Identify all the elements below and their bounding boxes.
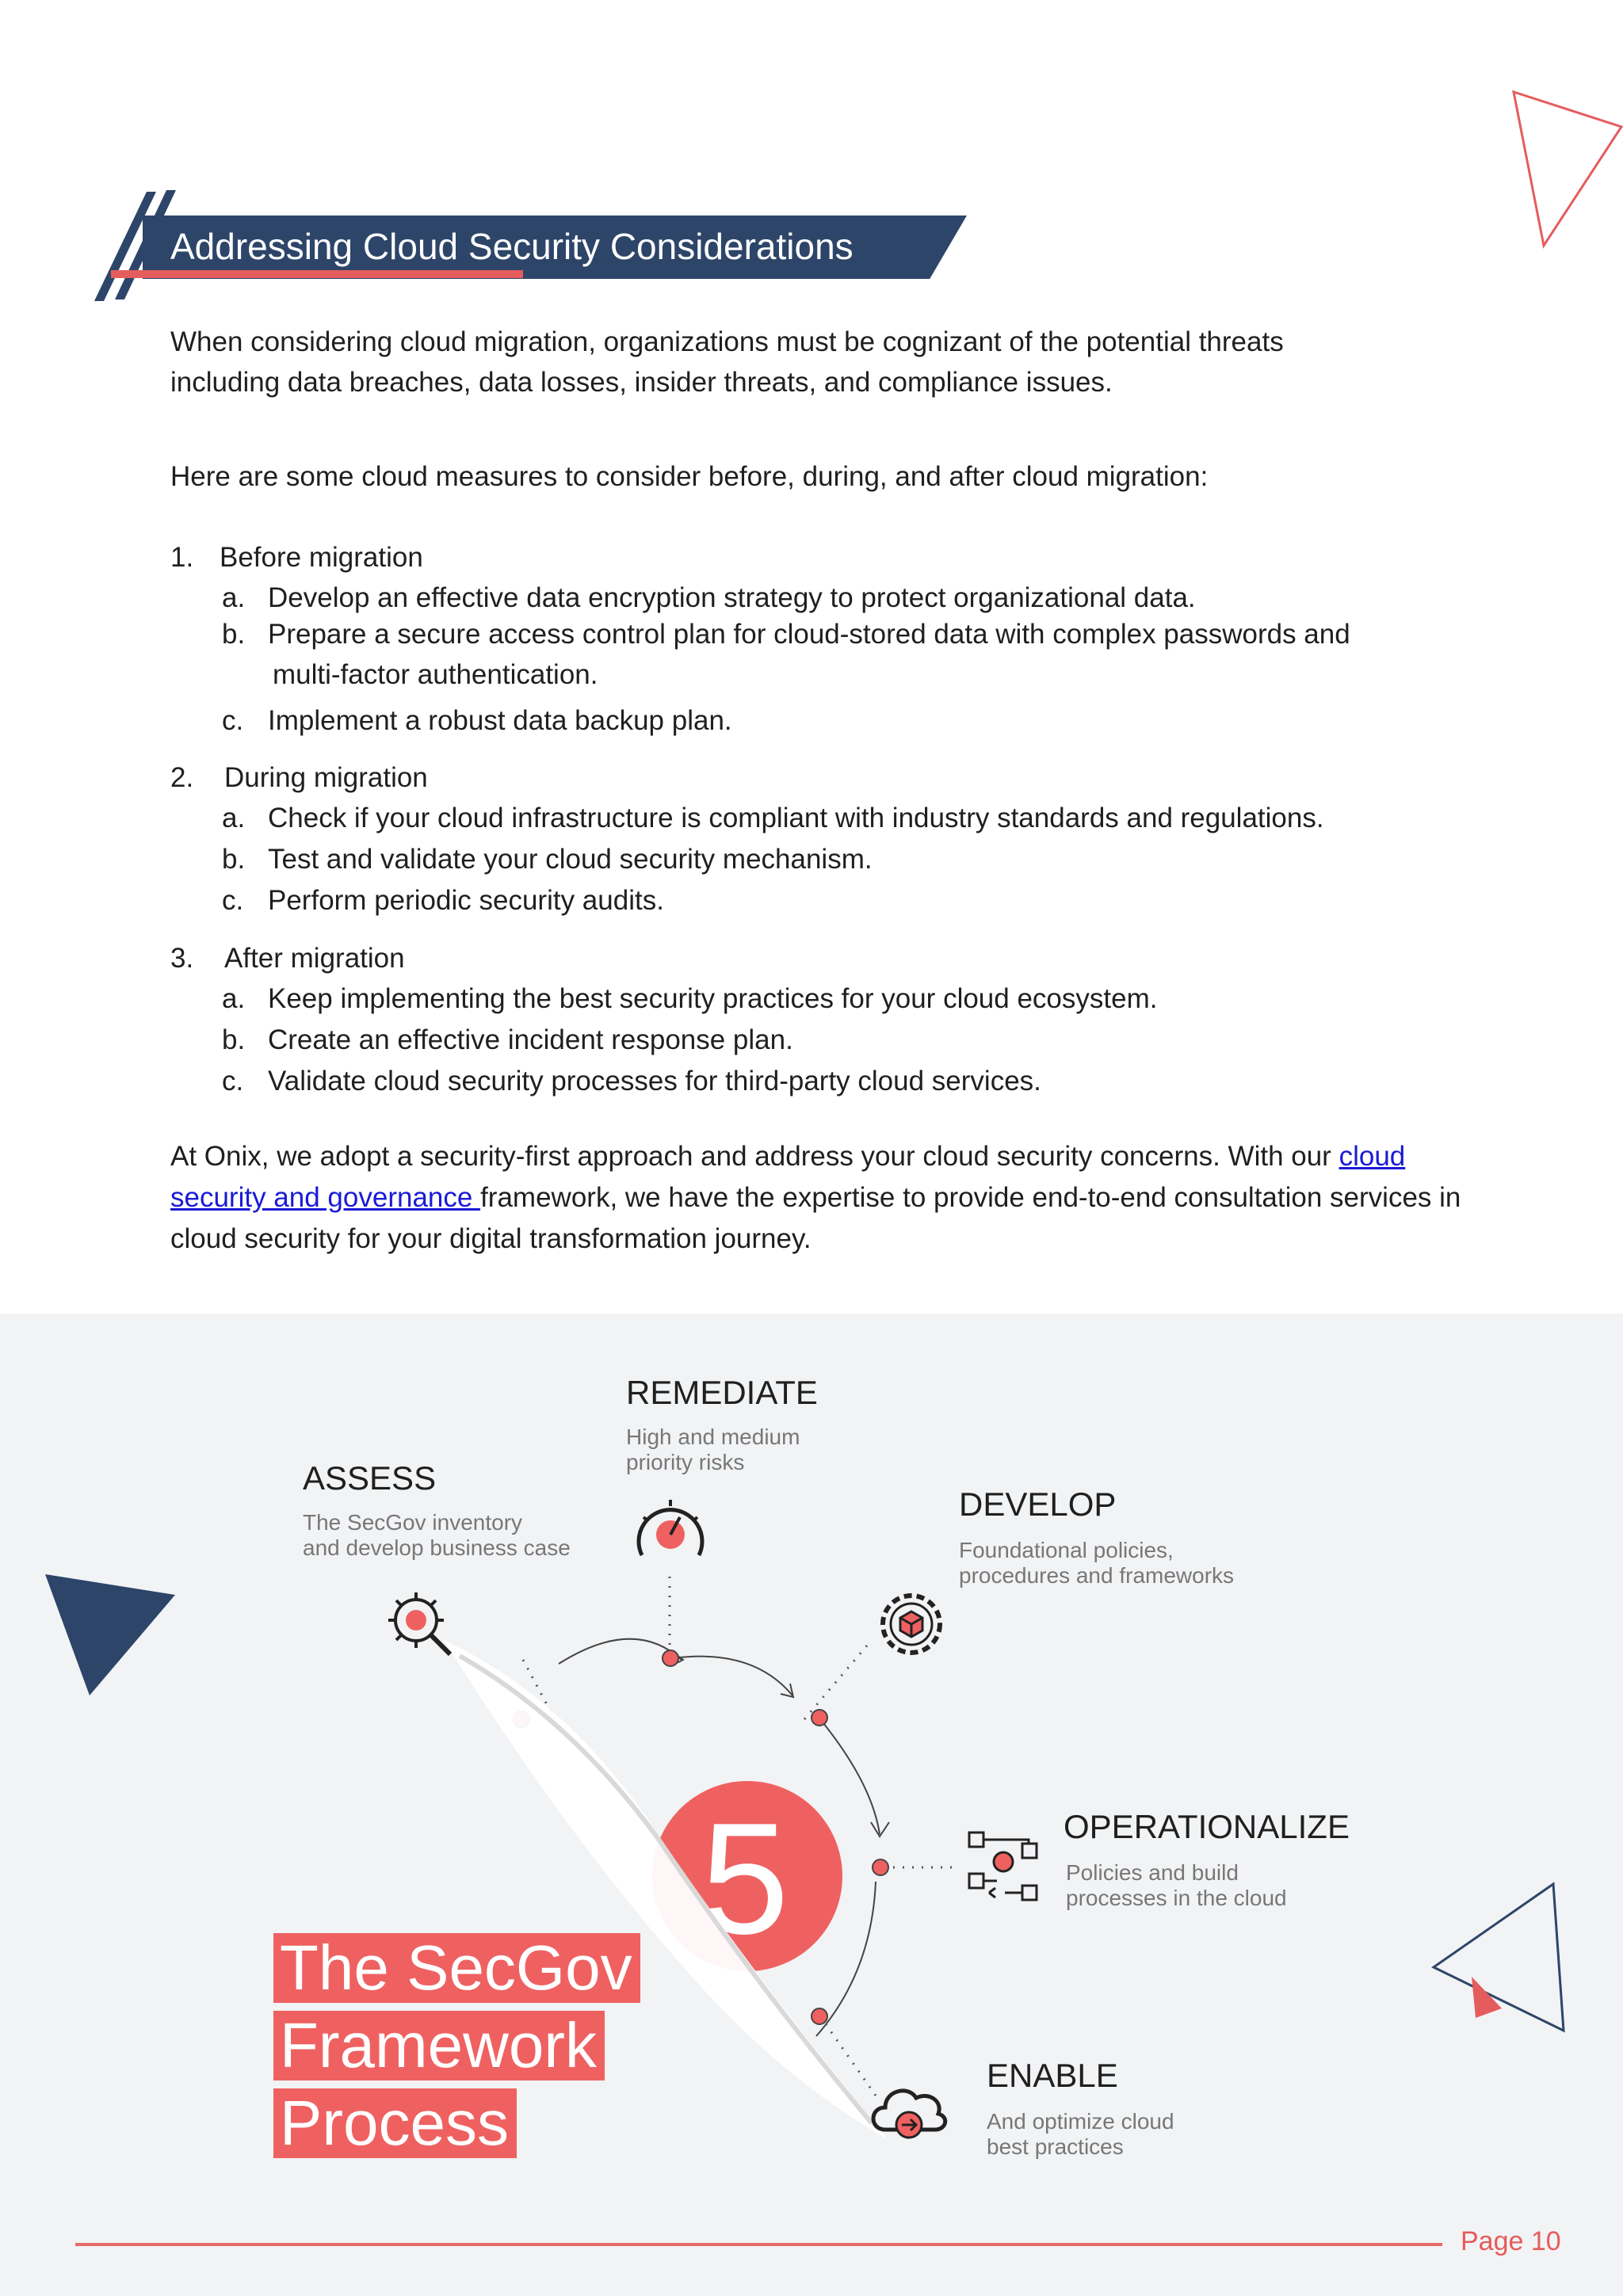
- step-develop-title: DEVELOP: [959, 1486, 1117, 1523]
- list-text: Keep implementing the best security practices for your cloud ecosystem.: [268, 983, 1158, 1014]
- step-remediate-title: REMEDIATE: [626, 1374, 818, 1411]
- decorative-triangle-left: [44, 1573, 178, 1699]
- list-item-phase-2: [170, 757, 428, 799]
- list-marker: b.: [222, 1024, 246, 1055]
- step-assess-desc-1: The SecGov inventory: [303, 1510, 523, 1535]
- phase-title: After migration: [224, 943, 405, 974]
- list-text: Perform periodic security audits.: [268, 885, 664, 916]
- list-item: [222, 839, 873, 880]
- closing-line-3: cloud security for your digital transformation journey.: [170, 1223, 812, 1254]
- list-marker: a.: [222, 582, 246, 613]
- intro-line-1: When considering cloud migration, organizations must be cognizant of the potential threats: [170, 326, 1284, 357]
- list-item-continuation: multi-factor authentication.: [273, 659, 598, 690]
- list-item: [222, 880, 664, 921]
- page-number: Page 10: [1461, 2226, 1561, 2256]
- list-marker: b.: [222, 619, 246, 650]
- cloud-arrow-icon: [865, 2076, 951, 2147]
- list-marker: a.: [222, 983, 246, 1014]
- step-assess-title: ASSESS: [303, 1459, 437, 1497]
- list-item: [222, 1020, 793, 1061]
- list-item: [222, 700, 732, 742]
- cube-gear-icon: [872, 1585, 951, 1664]
- decorative-triangle-top-right: [1506, 79, 1623, 254]
- list-item: [222, 578, 1196, 619]
- list-number: 1.: [170, 542, 194, 573]
- list-text: Prepare a secure access control plan for cloud-stored data with complex passwords and: [268, 619, 1350, 650]
- list-text: Check if your cloud infrastructure is compliant with industry standards and regulations.: [268, 803, 1324, 833]
- node-enable: [812, 2008, 827, 2024]
- list-marker: c.: [222, 705, 244, 736]
- decorative-triangle-right: [1430, 1882, 1569, 2036]
- closing-text: At Onix, we adopt a security-first approach and address your cloud security concerns. With our: [170, 1141, 1339, 1172]
- cloud-security-governance-link-cont[interactable]: security and governance: [170, 1182, 481, 1213]
- measures-intro: Here are some cloud measures to consider before, during, and after cloud migration:: [170, 461, 1209, 492]
- list-item: [222, 1061, 1041, 1102]
- list-number: 3.: [170, 943, 194, 974]
- step-remediate-desc-2: priority risks: [626, 1450, 745, 1474]
- list-text: Implement a robust data backup plan.: [268, 705, 732, 736]
- gear-search-icon: [380, 1585, 460, 1664]
- list-item-phase-3: [170, 938, 405, 979]
- step-assess-desc-2: and develop business case: [303, 1535, 571, 1560]
- section-title: Addressing Cloud Security Considerations: [170, 226, 854, 267]
- step-develop-desc-1: Foundational policies,: [959, 1538, 1174, 1562]
- footer-rule: [75, 2243, 1442, 2246]
- step-develop-desc-2: procedures and frameworks: [959, 1563, 1235, 1588]
- node-remediate: [663, 1650, 678, 1666]
- workflow-icon: [965, 1826, 1044, 1909]
- list-marker: c.: [222, 1066, 244, 1097]
- list-marker: c.: [222, 885, 244, 916]
- closing-line-1: [170, 1136, 1405, 1177]
- step-enable-title: ENABLE: [987, 2057, 1118, 2094]
- list-text: Test and validate your cloud security mechanism.: [268, 844, 873, 875]
- phase-title: During migration: [224, 762, 428, 793]
- phase-title: Before migration: [220, 542, 423, 573]
- step-remediate-desc-1: High and medium: [626, 1425, 800, 1449]
- step-enable-desc-2: best practices: [987, 2134, 1124, 2159]
- intro-line-2: including data breaches, data losses, insider threats, and compliance issues.: [170, 367, 1113, 398]
- list-text: Validate cloud security processes for third-party cloud services.: [268, 1066, 1041, 1097]
- banner-accent-bar: [111, 270, 523, 278]
- list-number: 2.: [170, 762, 194, 793]
- list-item: [222, 978, 1157, 1020]
- node-develop: [812, 1710, 827, 1726]
- gauge-icon: [628, 1493, 713, 1573]
- list-marker: b.: [222, 844, 246, 875]
- step-operationalize-desc-2: processes in the cloud: [1066, 1886, 1287, 1910]
- framework-title-line-1: The SecGov: [273, 1933, 640, 2003]
- framework-title-line-3: Process: [273, 2088, 517, 2158]
- closing-line-2: [170, 1177, 1461, 1219]
- closing-text: framework, we have the expertise to provide end-to-end consultation services in: [480, 1182, 1461, 1213]
- list-item: [222, 614, 1350, 655]
- node-operationalize: [873, 1859, 888, 1875]
- list-item-phase-1: [170, 537, 423, 578]
- step-operationalize-title: OPERATIONALIZE: [1064, 1808, 1350, 1845]
- list-text: Develop an effective data encryption strategy to protect organizational data.: [268, 582, 1196, 613]
- framework-title-line-2: Framework: [273, 2011, 605, 2081]
- list-marker: a.: [222, 803, 246, 833]
- step-operationalize-desc-1: Policies and build: [1066, 1860, 1239, 1885]
- step-enable-desc-1: And optimize cloud: [987, 2109, 1174, 2134]
- cloud-security-governance-link[interactable]: cloud: [1338, 1141, 1406, 1172]
- list-item: [222, 798, 1324, 839]
- list-text: Create an effective incident response plan.: [268, 1024, 793, 1055]
- framework-number: 5: [701, 1791, 789, 1967]
